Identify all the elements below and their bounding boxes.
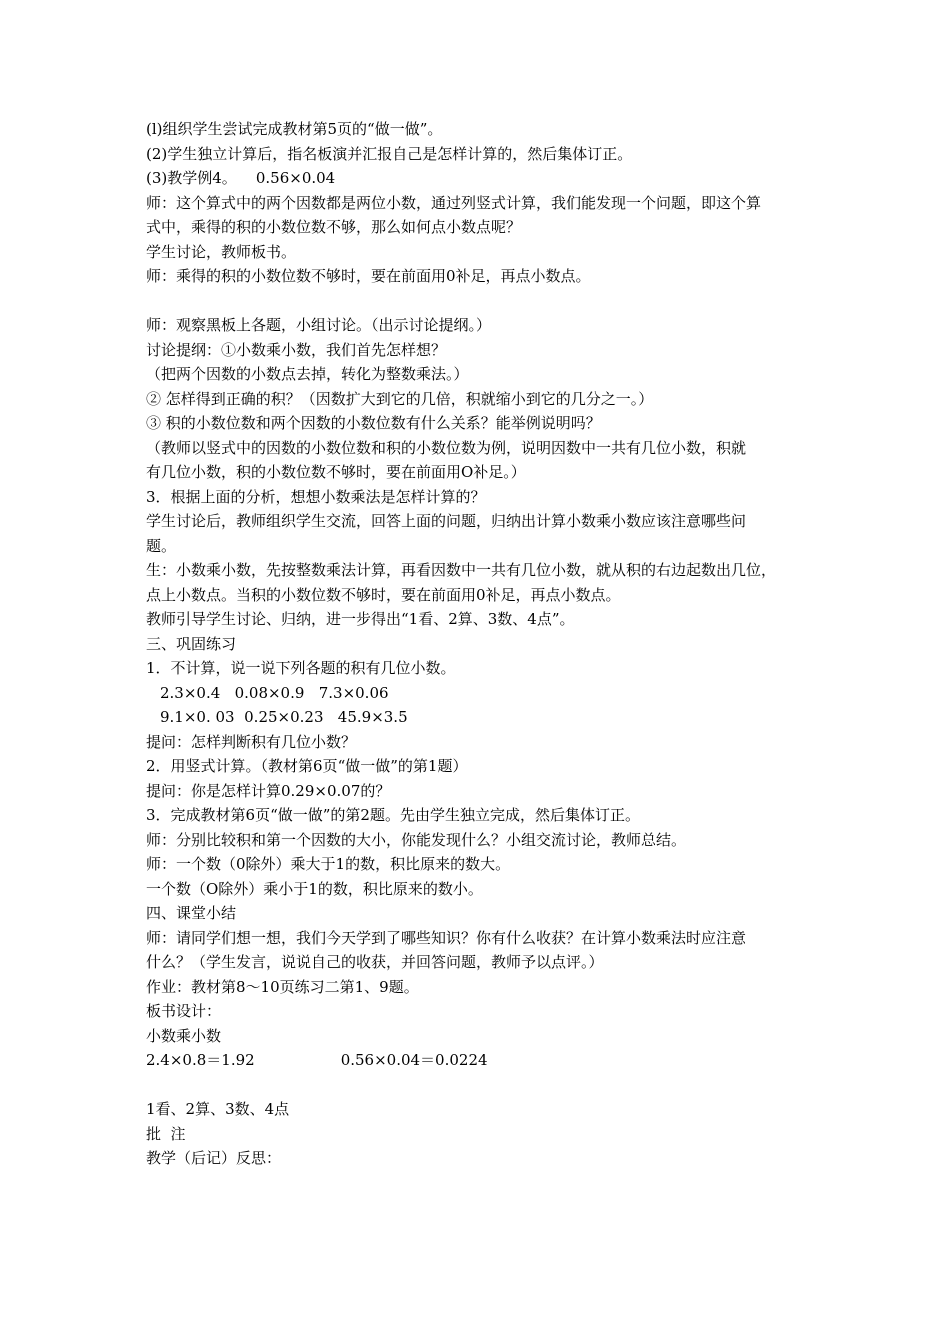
text-line: 1．不计算，说一说下列各题的积有几位小数。 — [146, 659, 456, 677]
text-line: 师：这个算式中的两个因数都是两位小数，通过列竖式计算，我们能发现一个问题，即这个算 — [146, 193, 762, 212]
text-line: 什么？（学生发言，说说自己的收获，并回答问题，教师予以点评。） — [146, 953, 604, 971]
annotation-label: 批 注 — [146, 1124, 186, 1143]
text-line: 有几位小数，积的小数位数不够时，要在前面用O补足。） — [146, 463, 526, 481]
exercise-row: 2.3×0.4 0.08×0.9 7.3×0.06 — [160, 683, 389, 702]
document-body — [146, 117, 826, 1171]
text-line: 师：分别比较积和第一个因数的大小，你能发现什么？小组交流讨论，教师总结。 — [146, 830, 687, 849]
text-line: 提问：你是怎样计算0.29×0.07的？ — [146, 781, 391, 800]
text-line: 提问：怎样判断积有几位小数？ — [146, 732, 357, 751]
text-line: ③ 积的小数位数和两个因数的小数位数有什么关系？能举例说明吗？ — [146, 414, 601, 432]
section-heading: 四、课堂小结 — [146, 904, 237, 922]
board-title: 小数乘小数 — [146, 1026, 222, 1045]
text-line: 2．用竖式计算。（教材第6页“做一做”的第1题） — [146, 757, 468, 775]
text-line: 师：一个数（0除外）乘大于1的数，积比原来的数大。 — [146, 855, 511, 873]
reflection-label: 教学（后记）反思： — [146, 1149, 282, 1167]
text-line: (2)学生独立计算后，指名板演并汇报自己是怎样计算的，然后集体订正。 — [146, 144, 633, 163]
exercise-row: 9.1×0. 03 0.25×0.23 45.9×3.5 — [160, 708, 408, 726]
board-equation-2: 0.56×0.04＝0.0224 — [340, 1051, 488, 1069]
text-line: 教师引导学生讨论、归纳，进一步得出“1看、2算、3数、4点”。 — [146, 610, 575, 628]
text-line: 师：请同学们想一想，我们今天学到了哪些知识？你有什么收获？在计算小数乘法时应注意 — [146, 928, 747, 947]
text-line: 式中，乘得的积的小数位数不够，那么如何点小数点呢？ — [146, 218, 522, 236]
text-line: 题。 — [146, 536, 177, 555]
text-line: ② 怎样得到正确的积？（因数扩大到它的几倍，积就缩小到它的几分之一。） — [146, 389, 654, 408]
text-line: (3)教学例4。 0.56×0.04 — [146, 169, 336, 187]
text-line: (l)组织学生尝试完成教材第5页的“做一做”。 — [146, 120, 443, 138]
blank-line — [146, 289, 826, 314]
text-line: 板书设计： — [146, 1002, 222, 1020]
board-equation-1: 2.4×0.8＝1.92 — [146, 1051, 255, 1069]
blank-line — [146, 1073, 826, 1098]
board-steps: 1看、2算、3数、4点 — [146, 1100, 290, 1118]
text-line: （把两个因数的小数点去掉，转化为整数乘法。） — [146, 365, 469, 383]
text-line: 点上小数点。当积的小数位数不够时，要在前面用0补足，再点小数点。 — [146, 585, 621, 604]
text-line: 师：乘得的积的小数位数不够时，要在前面用0补足，再点小数点。 — [146, 267, 591, 285]
text-line: 学生讨论，教师板书。 — [146, 242, 297, 261]
text-line: 讨论提纲：①小数乘小数，我们首先怎样想？ — [146, 340, 447, 359]
section-heading: 三、巩固练习 — [146, 634, 237, 653]
text-line: 作业：教材第8～10页练习二第1、9题。 — [146, 977, 419, 996]
text-line: 3．根据上面的分析，想想小数乘法是怎样计算的？ — [146, 487, 486, 506]
text-line: 生：小数乘小数，先按整数乘法计算，再看因数中一共有几位小数，就从积的右边起数出几位， — [146, 561, 777, 579]
board-equations — [146, 1048, 826, 1073]
text-line: 一个数（O除外）乘小于1的数，积比原来的数小。 — [146, 879, 483, 898]
text-line: 3．完成教材第6页“做一做”的第2题。先由学生独立完成，然后集体订正。 — [146, 806, 640, 824]
text-line: （教师以竖式中的因数的小数位数和积的小数位数为例，说明因数中一共有几位小数，积就 — [146, 438, 747, 457]
text-line: 师：观察黑板上各题，小组讨论。（出示讨论提纲。） — [146, 316, 492, 334]
text-line: 学生讨论后，教师组织学生交流，回答上面的问题，归纳出计算小数乘小数应该注意哪些问 — [146, 512, 747, 530]
